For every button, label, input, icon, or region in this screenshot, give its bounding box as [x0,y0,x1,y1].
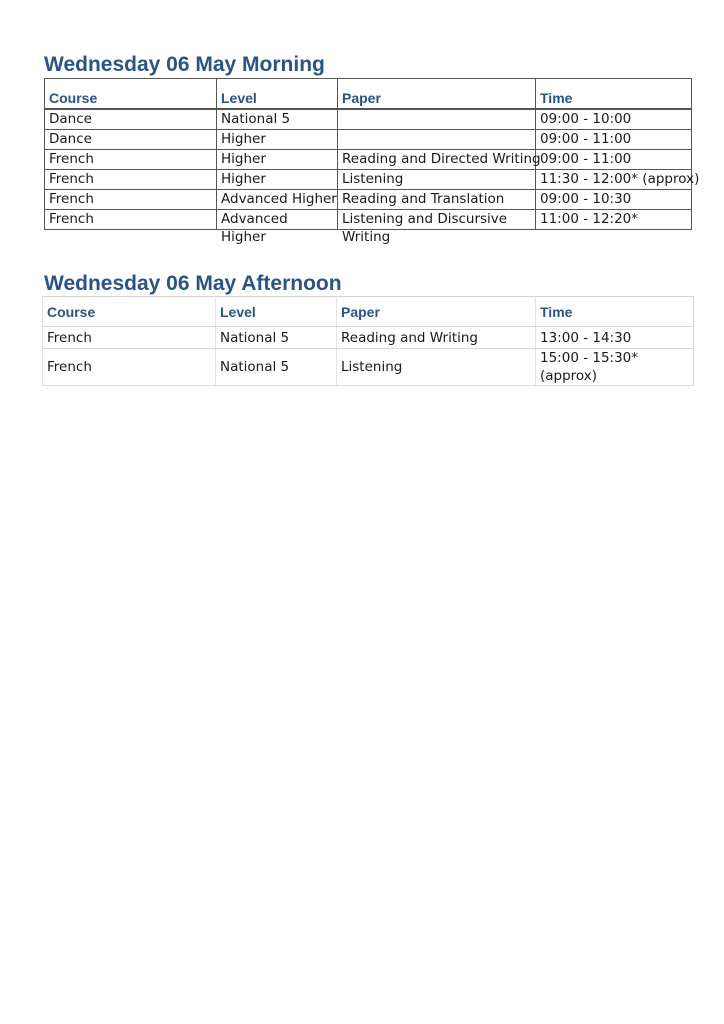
column-header-time: Time [536,297,694,327]
course-cell: French [45,190,217,210]
column-header-level: Level [216,297,337,327]
level-text-line1: Advanced [221,211,288,227]
course-cell: French [43,327,216,349]
level-cell: National 5 [216,327,337,349]
paper-cell: Listening [338,170,536,190]
paper-cell [338,210,536,245]
time-cell [536,170,700,190]
course-cell: Dance [45,130,217,150]
level-cell [217,210,338,245]
paper-text: Reading and Directed Writing [342,151,541,167]
column-header-level: Level [217,79,338,110]
table-row [43,327,694,349]
paper-cell [338,150,541,170]
time-cell: 15:00 - 15:30* (approx) [536,349,694,386]
table-header-row [43,297,694,327]
column-header-course: Course [43,297,216,327]
time-cell: 09:00 - 11:00 [536,130,692,150]
level-cell: National 5 [217,109,338,130]
table-header-row [45,79,692,110]
table-row [45,210,692,230]
table-row [43,349,694,386]
level-cell: Higher [217,150,338,170]
level-text-line2: Higher [221,229,266,245]
level-cell: National 5 [216,349,337,386]
course-cell: Dance [45,109,217,130]
time-cell: 13:00 - 14:30 [536,327,694,349]
paper-cell [338,109,536,130]
level-cell [217,190,338,210]
afternoon-exam-table [42,296,694,386]
table-row [45,130,692,150]
paper-text-line2: Writing [342,229,391,245]
level-cell: Higher [217,170,338,190]
table-row [45,190,692,210]
course-cell: French [45,210,217,230]
paper-cell: Reading and Writing [337,327,536,349]
course-cell: French [45,150,217,170]
level-cell: Higher [217,130,338,150]
time-text: 11:30 - 12:00* (approx) [540,171,700,187]
paper-cell: Listening [337,349,536,386]
table-row [45,109,692,130]
table-row [45,150,692,170]
time-cell: 09:00 - 10:00 [536,109,692,130]
paper-text-line1: Listening and Discursive [342,211,508,227]
paper-cell: Reading and Translation [338,190,536,210]
morning-section-title: Wednesday 06 May Morning [44,53,325,76]
morning-exam-table [44,78,700,245]
column-header-course: Course [45,79,217,110]
time-cell: 09:00 - 10:30 [536,190,692,210]
table-row [45,170,692,190]
course-cell: French [43,349,216,386]
column-header-paper: Paper [338,79,536,110]
paper-cell [338,130,536,150]
time-cell: 11:00 - 12:20* [536,210,692,230]
column-header-paper: Paper [337,297,536,327]
column-header-time: Time [536,79,692,110]
time-cell: 09:00 - 11:00 [536,150,692,170]
afternoon-section-title: Wednesday 06 May Afternoon [44,272,342,295]
level-text: Advanced Higher [221,191,337,207]
course-cell: French [45,170,217,190]
